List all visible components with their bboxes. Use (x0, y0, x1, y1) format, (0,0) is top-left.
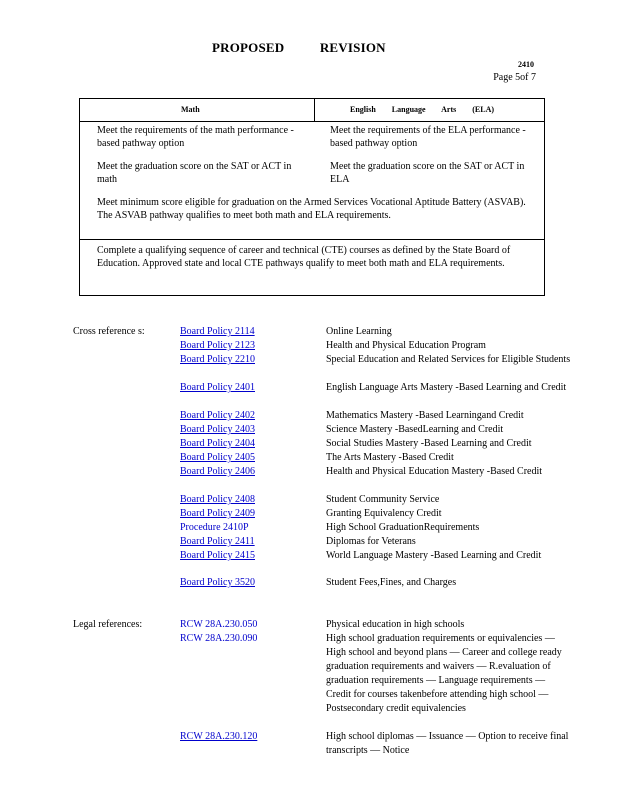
cross-references-label: Cross reference s: (73, 326, 145, 337)
policy-link[interactable]: Board Policy 2210 (180, 354, 255, 365)
reference-description: High school diplomas — Issuance — Option to receive final transcripts — Notice (326, 731, 569, 756)
statute-link[interactable]: RCW 28A.230.120 (180, 731, 258, 742)
policy-link[interactable]: Board Policy 3520 (180, 577, 255, 588)
policy-link[interactable]: Board Policy 2403 (180, 424, 255, 435)
reference-description: High school graduation requirements or equivalencies — High school and beyond plans — Career and college ready graduation requirements and waivers — R.evaluation of graduation requirements — Language requirements — Credit for courses takenbefore attending high school — Postsecondary credit equivalencies (326, 633, 562, 714)
reference-description: Special Education and Related Services for Eligible Students (326, 354, 571, 365)
table-cell: Meet the graduation score on the SAT or ACT in math (97, 161, 292, 185)
policy-link[interactable]: Board Policy 2114 (180, 326, 255, 337)
reference-description: Student Fees,Fines, and Charges (326, 577, 457, 588)
policy-link[interactable]: Board Policy 2405 (180, 452, 255, 463)
table-cell: Meet the graduation score on the SAT or ACT in ELA (330, 161, 525, 185)
column-divider (314, 99, 315, 121)
reference-description: Online Learning (326, 326, 392, 337)
policy-link[interactable]: Board Policy 2408 (180, 494, 255, 505)
reference-description: Diplomas for Veterans (326, 536, 416, 547)
table-cell: Meet minimum score eligible for graduation on the Armed Services Vocational Aptitude Battery (ASVAB). The ASVAB pathway qualifies to meet both math and ELA requirements. (97, 197, 526, 221)
policy-link[interactable]: Board Policy 2406 (180, 466, 255, 477)
reference-description: The Arts Mastery -Based Credit (326, 452, 454, 463)
page-number: Page 5of 7 (493, 72, 536, 83)
table-cell: Complete a qualifying sequence of career and technical (CTE) courses as defined by the State Board of Education. Approved state and local CTE pathways qualify to meet both math and ELA requirements. (97, 245, 511, 269)
statute-link[interactable]: RCW 28A.230.050 (180, 619, 258, 630)
policy-link[interactable]: Board Policy 2411 (180, 536, 255, 547)
graduation-pathway-table (79, 98, 545, 296)
column-header-math: Math (181, 105, 200, 114)
column-header-ela: English Language Arts (ELA) (350, 105, 495, 114)
policy-link[interactable]: Board Policy 2123 (180, 340, 255, 351)
reference-description: High School GraduationRequirements (326, 522, 480, 533)
statute-link[interactable]: RCW 28A.230.090 (180, 633, 258, 644)
document-number: 2410 (518, 60, 534, 69)
reference-description: Social Studies Mastery -Based Learning and Credit (326, 438, 532, 449)
reference-description: Student Community Service (326, 494, 440, 505)
reference-description: English Language Arts Mastery -Based Learning and Credit (326, 382, 567, 393)
reference-description: Physical education in high schools (326, 619, 465, 630)
page-title: PROPOSED REVISION (212, 40, 386, 55)
legal-references-label: Legal references: (73, 619, 143, 630)
policy-link[interactable]: Board Policy 2404 (180, 438, 255, 449)
procedure-link[interactable]: Procedure 2410P (180, 522, 249, 533)
table-cell: Meet the requirements of the ELA performance -based pathway option (330, 125, 526, 149)
policy-link[interactable]: Board Policy 2402 (180, 410, 255, 421)
reference-description: Granting Equivalency Credit (326, 508, 442, 519)
row-divider (80, 239, 544, 240)
reference-description: Science Mastery -BasedLearning and Credit (326, 424, 504, 435)
table-cell: Meet the requirements of the math performance -based pathway option (97, 125, 294, 149)
reference-description: World Language Mastery -Based Learning and Credit (326, 550, 542, 561)
reference-description: Health and Physical Education Program (326, 340, 486, 351)
reference-description: Health and Physical Education Mastery -Based Credit (326, 466, 543, 477)
policy-link[interactable]: Board Policy 2409 (180, 508, 255, 519)
policy-link[interactable]: Board Policy 2415 (180, 550, 255, 561)
table-header (80, 99, 544, 122)
policy-link[interactable]: Board Policy 2401 (180, 382, 255, 393)
reference-description: Mathematics Mastery -Based Learningand Credit (326, 410, 524, 421)
